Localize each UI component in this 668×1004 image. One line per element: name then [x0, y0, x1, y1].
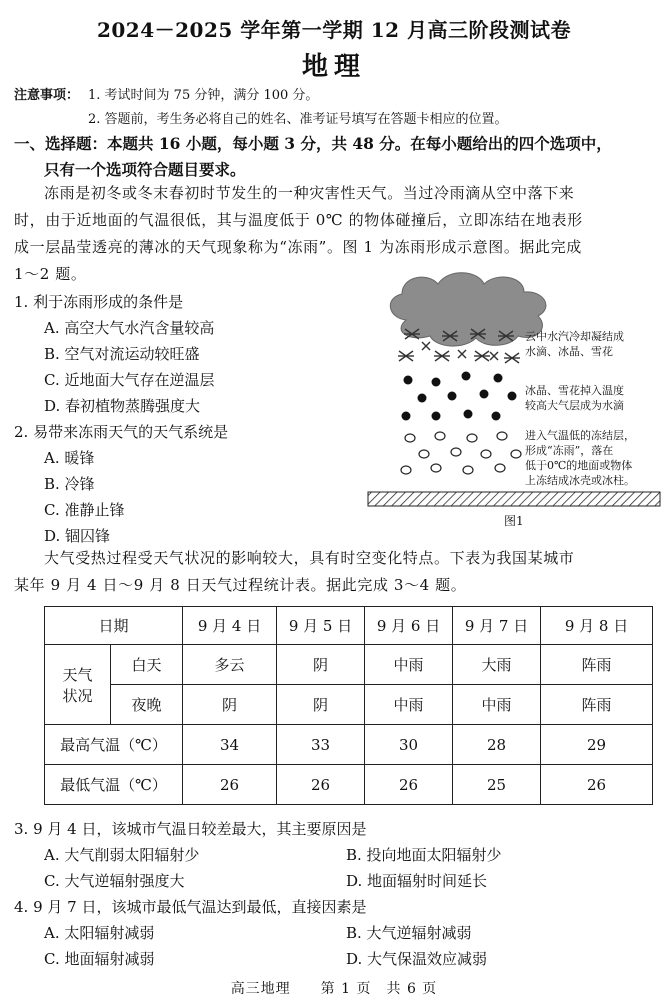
figure-label-2b: 较高大气层成为水滴: [525, 399, 624, 412]
q2-option-d: D. 锢囚锋: [44, 527, 111, 545]
q2-stem: 2. 易带来冻雨天气的天气系统是: [14, 423, 229, 441]
date-cell: 9 月 8 日: [541, 607, 653, 645]
q1-option-b: B. 空气对流运动较旺盛: [44, 345, 200, 363]
max-temp-cell: 28: [453, 725, 541, 765]
q1-option-a: A. 高空大气水汽含量较高: [44, 319, 215, 337]
q2-option-c: C. 准静止锋: [44, 501, 125, 519]
q3-option-d: D. 地面辐射时间延长: [346, 872, 488, 890]
notes-item-1: 1. 考试时间为 75 分钟，满分 100 分。: [88, 88, 319, 103]
supercooled-droplet-icons: [401, 432, 521, 474]
weather-label-line1: 天气: [62, 665, 93, 684]
figure-label-3d: 上冻结成冰壳或冰柱。: [525, 474, 635, 487]
q2-option-a: A. 暖锋: [44, 449, 95, 467]
night-weather-cell: 中雨: [453, 685, 541, 725]
date-header: 日期: [45, 607, 183, 645]
min-temp-cell: 26: [541, 765, 653, 805]
day-label: 白天: [111, 645, 183, 685]
min-temp-cell: 25: [453, 765, 541, 805]
figure-label-3b: 形成“冻雨”，落在: [525, 444, 614, 457]
date-cell: 9 月 7 日: [453, 607, 541, 645]
min-temp-label: 最低气温（℃）: [45, 765, 183, 805]
max-temp-cell: 33: [277, 725, 365, 765]
q3-option-a: A. 大气削弱太阳辐射少: [44, 846, 200, 864]
intro1-line4: 1～2 题。: [14, 265, 87, 283]
min-temp-cell: 26: [277, 765, 365, 805]
q3-option-c: C. 大气逆辐射强度大: [44, 872, 185, 890]
figure-label-1b: 水滴、冰晶、雪花: [525, 345, 613, 358]
figure-caption: 图1: [504, 514, 524, 528]
q4-option-b: B. 大气逆辐射减弱: [346, 924, 472, 942]
figure-label-3c: 低于0℃的地面或物体: [525, 459, 633, 472]
figure-label-2a: 冰晶、雪花掉入温度: [525, 384, 624, 397]
ground-hatch: [368, 492, 660, 506]
weather-label-line2: 状况: [62, 686, 93, 705]
day-weather-cell: 阵雨: [541, 645, 653, 685]
min-temp-cell: 26: [183, 765, 277, 805]
date-cell: 9 月 5 日: [277, 607, 365, 645]
q1-stem: 1. 利于冻雨形成的条件是: [14, 293, 184, 311]
table-row: [45, 725, 653, 765]
q1-option-d: D. 春初植物蒸腾强度大: [44, 397, 201, 415]
q4-option-d: D. 大气保温效应减弱: [346, 950, 488, 968]
q3-option-b: B. 投向地面太阳辐射少: [346, 846, 502, 864]
section-heading-cont: 只有一个选项符合题目要求。: [44, 160, 246, 179]
weather-table: [44, 606, 653, 805]
min-temp-cell: 26: [365, 765, 453, 805]
night-label: 夜晚: [111, 685, 183, 725]
max-temp-cell: 29: [541, 725, 653, 765]
page-footer: 高三地理 第 1 页 共 6 页: [230, 981, 438, 997]
day-weather-cell: 多云: [183, 645, 277, 685]
date-cell: 9 月 4 日: [183, 607, 277, 645]
night-weather-cell: 阴: [277, 685, 365, 725]
q1-option-c: C. 近地面大气存在逆温层: [44, 371, 215, 389]
table-row: [45, 645, 653, 685]
date-cell: 9 月 6 日: [365, 607, 453, 645]
intro2-line1: 大气受热过程受天气状况的影响较大，具有时空变化特点。下表为我国某城市: [44, 549, 575, 567]
notes-label: 注意事项：: [14, 88, 80, 103]
intro2-line2: 某年 9 月 4 日～9 月 8 日天气过程统计表。据此完成 3～4 题。: [14, 576, 467, 594]
table-row: [45, 765, 653, 805]
max-temp-label: 最高气温（℃）: [45, 725, 183, 765]
q3-stem: 3. 9 月 4 日，该城市气温日较差最大，其主要原因是: [14, 820, 367, 838]
q4-option-a: A. 太阳辐射减弱: [44, 924, 155, 942]
intro1-line2: 时，由于近地面的气温很低，其与温度低于 0℃ 的物体碰撞后，立即冻结在地表形: [14, 211, 583, 229]
weather-status-label: [45, 645, 111, 725]
day-weather-cell: 大雨: [453, 645, 541, 685]
notes-item-2: 2. 答题前，考生务必将自己的姓名、准考证号填写在答题卡相应的位置。: [88, 112, 508, 127]
q4-stem: 4. 9 月 7 日，该城市最低气温达到最低，直接因素是: [14, 898, 367, 916]
day-weather-cell: 阴: [277, 645, 365, 685]
intro1-line1: 冻雨是初冬或冬末春初时节发生的一种灾害性天气。当过冷雨滴从空中落下来: [44, 184, 575, 202]
night-weather-cell: 阵雨: [541, 685, 653, 725]
figure-label-1a: 云中水汽冷却凝结成: [525, 330, 624, 343]
figure-label-3a: 进入气温低的冻结层，: [525, 429, 635, 442]
q2-option-b: B. 冷锋: [44, 475, 95, 493]
night-weather-cell: 中雨: [365, 685, 453, 725]
night-weather-cell: 阴: [183, 685, 277, 725]
exam-title: 2024－2025 学年第一学期 12 月高三阶段测试卷: [96, 18, 572, 42]
table-row: [45, 685, 653, 725]
subject-title: 地理: [301, 52, 366, 82]
day-weather-cell: 中雨: [365, 645, 453, 685]
table-header-row: [45, 607, 653, 645]
intro1-line3: 成一层晶莹透亮的薄冰的天气现象称为“冻雨”。图 1 为冻雨形成示意图。据此完成: [14, 238, 582, 256]
max-temp-cell: 30: [365, 725, 453, 765]
q4-option-c: C. 地面辐射减弱: [44, 950, 155, 968]
section-heading: 一、选择题：本题共 16 小题，每小题 3 分，共 48 分。在每小题给出的四个选项中，: [14, 134, 612, 153]
water-droplet-icons: [402, 372, 517, 421]
max-temp-cell: 34: [183, 725, 277, 765]
